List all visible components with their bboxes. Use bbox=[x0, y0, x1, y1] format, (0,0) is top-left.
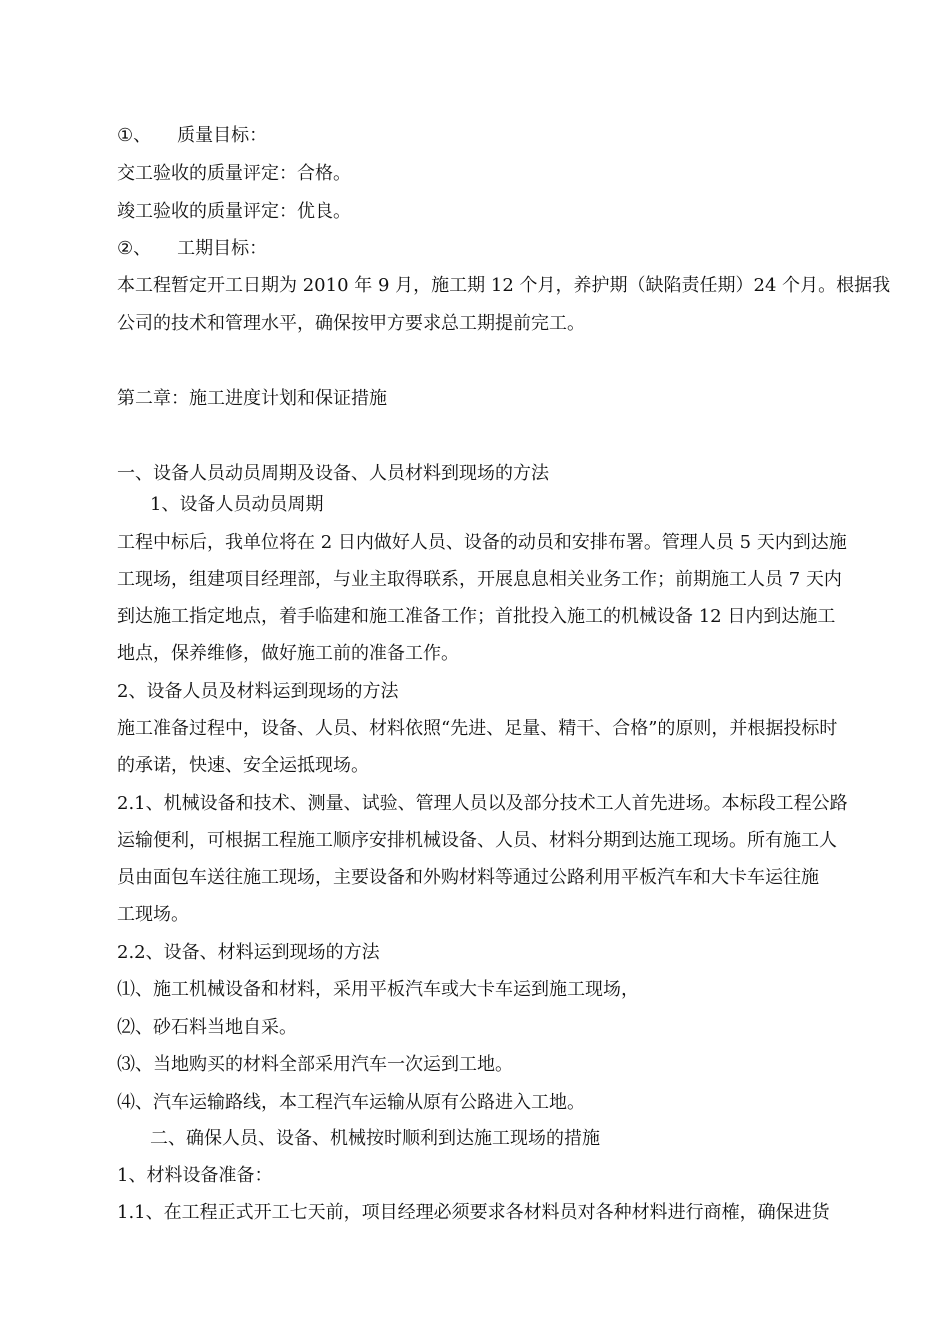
quality-goal-heading bbox=[117, 123, 862, 149]
paragraph-line: 2.1、机械设备和技术、测量、试验、管理人员以及部分技术工人首先进场。本标段工程公路 bbox=[117, 793, 848, 814]
paragraph-line: 工现场。 bbox=[117, 904, 189, 925]
paragraph-line: 到达施工指定地点，着手临建和施工准备工作；首批投入施工的机械设备 12 日内到达施工 bbox=[117, 606, 836, 627]
paragraph-line: 地点，保养维修，做好施工前的准备工作。 bbox=[117, 643, 459, 664]
subsection-heading: 1、材料设备准备： bbox=[117, 1165, 273, 1186]
chapter-heading: 第二章：施工进度计划和保证措施 bbox=[117, 388, 387, 409]
subsection-heading: 2、设备人员及材料运到现场的方法 bbox=[117, 681, 399, 702]
heading-text: 质量目标： bbox=[177, 125, 268, 146]
paragraph-line: 工程中标后，我单位将在 2 日内做好人员、设备的动员和安排布署。管理人员 5 天内到达施 bbox=[117, 532, 847, 553]
subsection-heading: 2.2、设备、材料运到现场的方法 bbox=[117, 942, 380, 963]
paragraph-line: 交工验收的质量评定：合格。 bbox=[117, 163, 351, 184]
paragraph-line: 本工程暂定开工日期为 2010 年 9 月，施工期 12 个月，养护期（缺陷责任期）24 个月。根据我 bbox=[117, 275, 891, 296]
paragraph-line: 员由面包车送往施工现场，主要设备和外购材料等通过公路利用平板汽车和大卡车运往施 bbox=[117, 867, 819, 888]
paragraph-line: 1.1、在工程正式开工七天前，项目经理必须要求各材料员对各种材料进行商榷，确保进货 bbox=[117, 1202, 830, 1223]
section-heading: 二、确保人员、设备、机械按时顺利到达施工现场的措施 bbox=[150, 1128, 600, 1149]
heading-text: 工期目标： bbox=[177, 238, 268, 259]
section-heading: 一、设备人员动员周期及设备、人员材料到现场的方法 bbox=[117, 463, 549, 484]
list-item: ⑴、施工机械设备和材料，采用平板汽车或大卡车运到施工现场， bbox=[117, 979, 639, 1000]
schedule-goal-heading bbox=[117, 236, 862, 262]
list-item: ⑵、砂石料当地自采。 bbox=[117, 1017, 297, 1038]
paragraph-line: 工现场，组建项目经理部，与业主取得联系，开展息息相关业务工作；前期施工人员 7 天内 bbox=[117, 569, 842, 590]
list-item: ⑷、汽车运输路线，本工程汽车运输从原有公路进入工地。 bbox=[117, 1092, 585, 1113]
subsection-heading: 1、设备人员动员周期 bbox=[150, 494, 324, 515]
paragraph-line: 公司的技术和管理水平，确保按甲方要求总工期提前完工。 bbox=[117, 313, 585, 334]
paragraph-line: 运输便利，可根据工程施工顺序安排机械设备、人员、材料分期到达施工现场。所有施工人 bbox=[117, 830, 837, 851]
list-item: ⑶、当地购买的材料全部采用汽车一次运到工地。 bbox=[117, 1054, 513, 1075]
paragraph-line: 施工准备过程中，设备、人员、材料依照“先进、足量、精干、合格”的原则，并根据投标时 bbox=[117, 718, 838, 739]
item-number: ①、 bbox=[117, 125, 152, 146]
item-number: ②、 bbox=[117, 238, 152, 259]
paragraph-line: 的承诺，快速、安全运抵现场。 bbox=[117, 755, 369, 776]
paragraph-line: 竣工验收的质量评定：优良。 bbox=[117, 201, 351, 222]
